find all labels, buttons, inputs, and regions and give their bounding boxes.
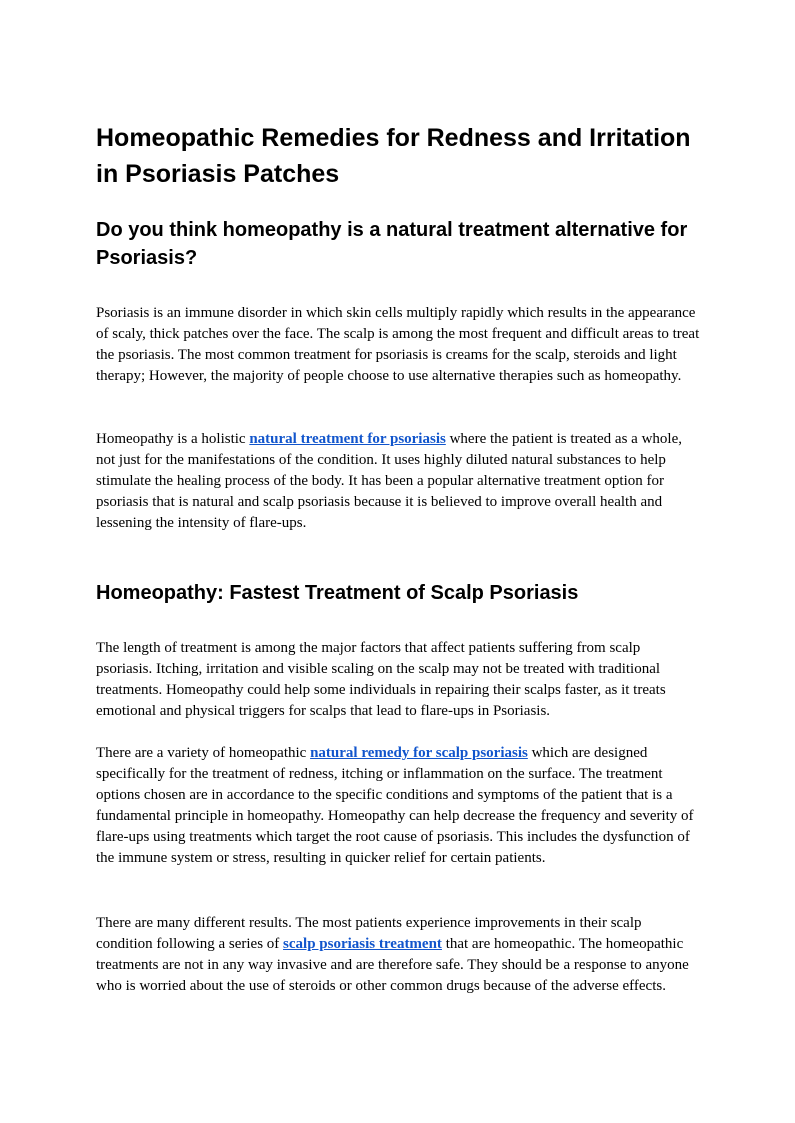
link-scalp-psoriasis-treatment[interactable]: scalp psoriasis treatment bbox=[283, 936, 442, 952]
link-natural-remedy-for-scalp-psoriasis[interactable]: natural remedy for scalp psoriasis bbox=[310, 745, 528, 761]
section-heading-fastest-treatment: Homeopathy: Fastest Treatment of Scalp Psoriasis bbox=[96, 582, 579, 604]
paragraph-text: that are homeopathic. The homeopathic treatments are not in any way invasive and are therefore safe. They should be a response to anyone who is worried about the use of steroids or other common drugs because of the adverse effects. bbox=[96, 936, 689, 994]
link-natural-treatment-for-psoriasis[interactable]: natural treatment for psoriasis bbox=[249, 431, 446, 447]
paragraph-holistic-treatment bbox=[96, 429, 700, 534]
paragraph-homeopathic-remedies bbox=[96, 743, 700, 869]
paragraph-text: which are designed specifically for the treatment of redness, itching or inflammation on the surface. The treatment options chosen are in accordance to the specific conditions and symptoms of the patient that is a fundamental principle in homeopathy. Homeopathy can help decrease the frequency and severity of flare-ups using treatments which target the root cause of psoriasis. This includes the dysfunction of the immune system or stress, resulting in quicker relief for certain patients. bbox=[96, 745, 694, 866]
paragraph-results bbox=[96, 913, 700, 997]
section-heading-homeopathy-alternative: Do you think homeopathy is a natural treatment alternative for Psoriasis? bbox=[96, 219, 688, 269]
paragraph-text: There are a variety of homeopathic bbox=[96, 745, 311, 761]
paragraph-text: where the patient is treated as a whole, not just for the manifestations of the condition. It uses highly diluted natural substances to help stimulate the healing process of the body. It has been a popular alternative treatment option for psoriasis that is natural and scalp psoriasis because it is believed to improve overall health and lessening the intensity of flare-ups. bbox=[96, 431, 682, 531]
paragraph-text: There are many different results. The most patients experience improvements in their scalp condition following a series of bbox=[96, 915, 642, 952]
page-title: Homeopathic Remedies for Redness and Irritation in Psoriasis Patches bbox=[96, 124, 691, 188]
paragraph-psoriasis-intro: Psoriasis is an immune disorder in which skin cells multiply rapidly which results in the appearance of scaly, thick patches over the face. The scalp is among the most frequent and difficult areas to treat the psoriasis. The most common treatment for psoriasis is creams for the scalp, steroids and light therapy; However, the majority of people choose to use alternative therapies such as homeopathy. bbox=[96, 305, 700, 384]
paragraph-treatment-length: The length of treatment is among the major factors that affect patients suffering from scalp psoriasis. Itching, irritation and visible scaling on the scalp may not be treated with traditional treatments. Homeopathy could help some individuals in repairing their scalps faster, as it treats emotional and physical triggers for scalps that lead to flare-ups in Psoriasis. bbox=[96, 640, 666, 719]
paragraph-text: Homeopathy is a holistic bbox=[96, 431, 250, 447]
